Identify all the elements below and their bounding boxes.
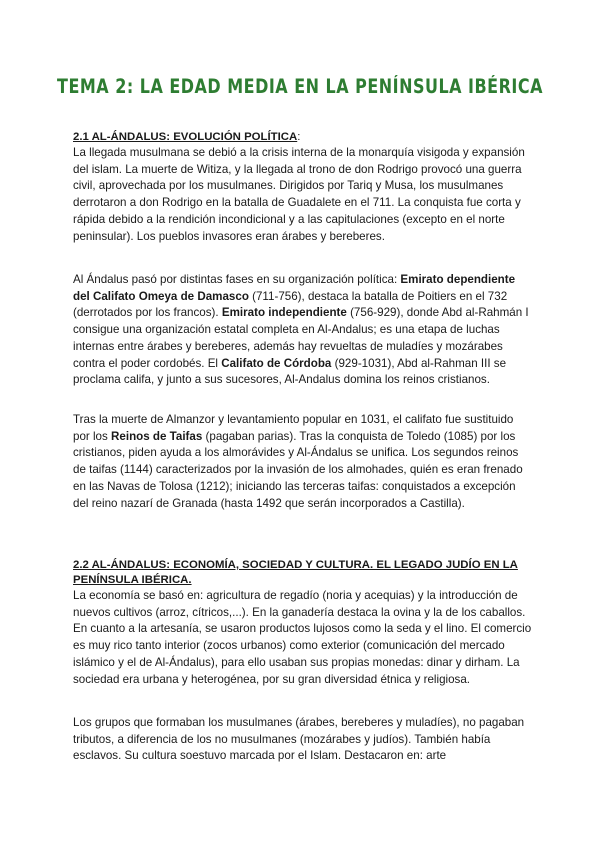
- section-1-paragraph-3: [73, 412, 533, 512]
- section-1-heading: [73, 129, 533, 145]
- section-2: [73, 558, 533, 688]
- section-2-heading: 2.2 AL-ÁNDALUS: ECONOMÍA, SOCIEDAD Y CULTURA. EL LEGADO JUDÍO EN LA PENÍNSULA IBÉRICA.: [73, 559, 518, 586]
- section-1-paragraph-2: [73, 272, 533, 389]
- page-title: TEMA 2: LA EDAD MEDIA EN LA PENÍNSULA IBÉRICA: [57, 75, 543, 98]
- p3-bold-reinos-taifas: Reinos de Taifas: [111, 429, 203, 443]
- section-1-paragraph-1: La llegada musulmana se debió a la crisis interna de la monarquía visigoda y expansión del islam. La muerte de Witiza, y la llegada al trono de don Rodrigo provocó una guerra civil, aprovechada por los musulmanes. Dirigidos por Tariq y Musa, los musulmanes derrotaron a don Rodrigo en la batalla de Guadalete en el 711. La conquista fue corta y rápida debido a la rendición incondicional y a las capitulaciones (excepto en el norte peninsular). Los pueblos invasores eran árabes y bereberes.: [73, 146, 525, 243]
- p3-text-c: (pagaban parias). Tras la conquista de Toledo (1085) por los cristianos, piden ayuda a los almorávides y Al-Ándalus se unifica. Los segundos reinos de taifas (1144) caracterizados por la invasión de los almohades, quién es eran frenado en las Navas de Tolosa (1212); iniciando las terceras taifas: conquistados a excepción del reino nazarí de Granada (hasta 1492 que serán incorporados a Castilla).: [73, 429, 523, 510]
- section-2-paragraph-2-wrap: [73, 715, 533, 765]
- section-1-heading-colon: :: [297, 131, 301, 143]
- p2-bold-emirato-independiente: Emirato independiente: [221, 306, 347, 320]
- p2-text-e: (929-1031), Abd al-Rahman III se proclama califa, y junto a sus sucesores, Al-Andalus domina los reinos cristianos.: [73, 356, 507, 387]
- p3-text-a: Tras la muerte de Almanzor y levantamiento popular en 1031, el califato fue sustituido por los: [73, 413, 514, 443]
- section-2-paragraph-1: La economía se basó en: agricultura de regadío (noria y acequias) y la introducción de nuevos cultivos (arroz, cítricos,...). En la ganadería destaca la ovina y la de los caballos. En cuanto a la artesanía, se usaron productos lujosos como la seda y el lino. El comercio es muy rico tanto interior (zocos urbanos) como exterior (comunicación del mercado islámico y el de Al-Ándalus), para ello usaban sus propias monedas: dinar y dirham. La sociedad era urbana y heterogénea, por su gran diversidad étnica y religiosa.: [73, 589, 532, 686]
- section-2-paragraph-2: Los grupos que formaban los musulmanes (árabes, bereberes y muladíes), no pagaban tributos, a diferencia de los no musulmanes (mozárabes y judíos). También había esclavos. Su cultura soestuvo marcada por el Islam. Destacaron en: arte: [73, 716, 525, 763]
- p2-bold-emirato-dependiente: Emirato dependiente del Califato Omeya de Damasco: [73, 273, 516, 303]
- section-1: [73, 129, 533, 245]
- section-1-heading-text: 2.1 AL-ÁNDALUS: EVOLUCIÓN POLÍTICA: [73, 131, 298, 143]
- p2-text-d: (756-929), donde Abd al-Rahmán I consigue una organización estatal completa en Al-Andalus; es una etapa de luchas internas entre árabes y bereberes, además hay revueltas de muladíes y mozárabes contra el poder cordobés. El: [73, 306, 529, 370]
- p2-text-a: Al Ándalus pasó por distintas fases en su organización política:: [73, 273, 401, 286]
- p2-text-c: (711-756), destaca la batalla de Poitiers en el 732 (derrotados por los francos).: [73, 289, 508, 320]
- p2-bold-califato-cordoba: Califato de Córdoba: [221, 356, 332, 370]
